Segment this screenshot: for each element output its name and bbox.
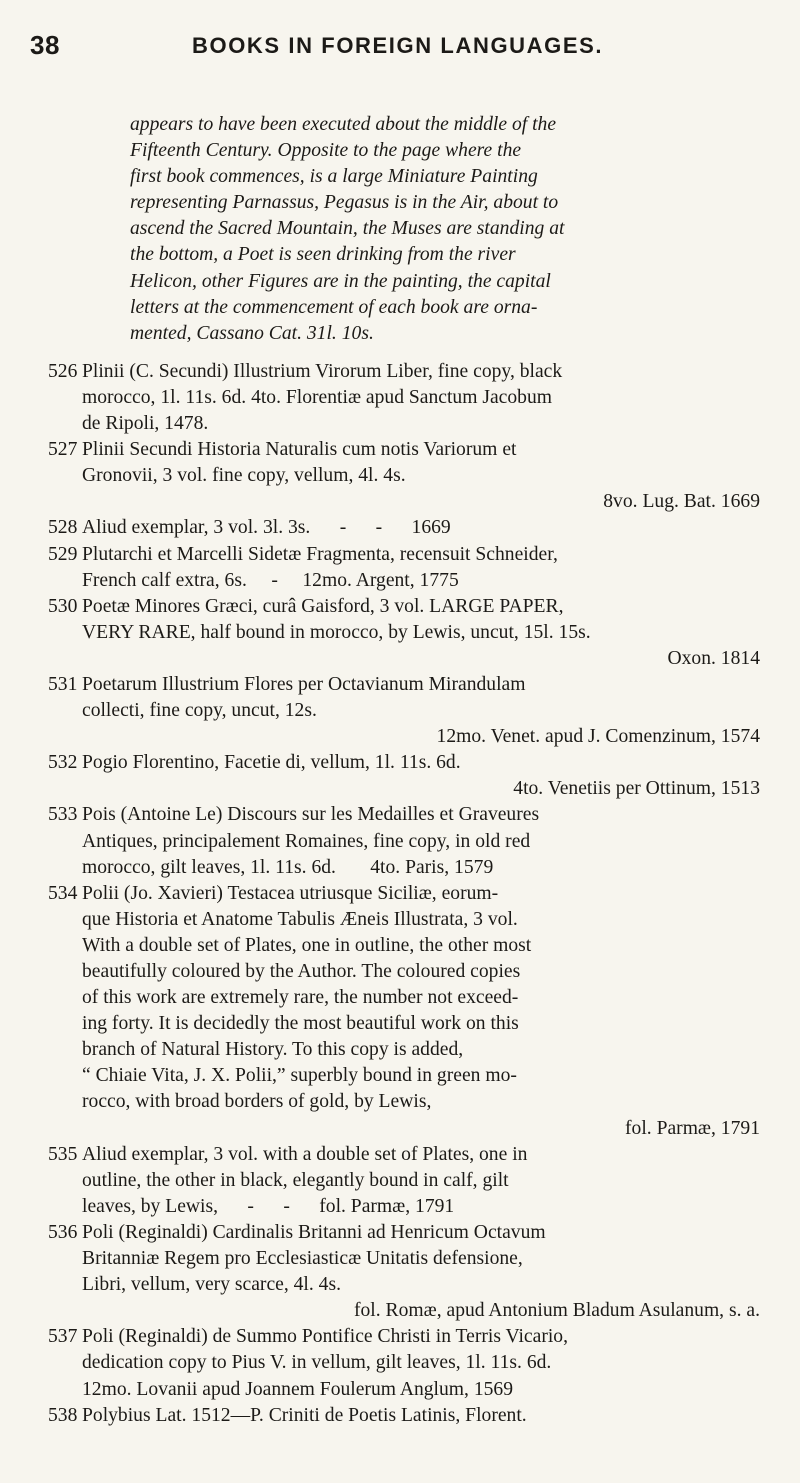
intro-line: Fifteenth Century. Opposite to the page where the bbox=[130, 140, 522, 162]
entry-line: Libri, vellum, very scarce, 4l. 4s. bbox=[82, 1274, 341, 1296]
entry-line: “ Chiaie Vita, J. X. Polii,” superbly bound in green mo- bbox=[82, 1065, 517, 1087]
entry-line: leaves, by Lewis, - - fol. Parmæ, 1791 bbox=[82, 1195, 455, 1217]
entry-line: Poetæ Minores Græci, curâ Gaisford, 3 vol. LARGE PAPER, bbox=[82, 595, 564, 617]
entry-line: Antiques, principalement Romaines, fine copy, in old red bbox=[82, 830, 531, 852]
entry-line: Poetarum Illustrium Flores per Octavianum Mirandulam bbox=[82, 673, 526, 695]
entry-line: Poli (Reginaldi) de Summo Pontifice Christi in Terris Vicario, bbox=[82, 1326, 568, 1348]
catalogue-body bbox=[48, 112, 764, 1429]
entry-line: outline, the other in black, elegantly bound in calf, gilt bbox=[82, 1169, 509, 1191]
entry-number: 532 bbox=[48, 752, 78, 774]
catalogue-entry bbox=[48, 1142, 764, 1220]
entry-line: Plinii Secundi Historia Naturalis cum notis Variorum et bbox=[82, 439, 517, 461]
entry-number: 531 bbox=[48, 673, 78, 695]
entry-number: 534 bbox=[48, 882, 78, 904]
entry-number: 527 bbox=[48, 439, 78, 461]
intro-line: Helicon, other Figures are in the painting, the capital bbox=[130, 270, 551, 292]
catalogue-entry bbox=[48, 672, 764, 750]
entry-imprint: 12mo. Venet. apud J. Comenzinum, 1574 bbox=[436, 726, 760, 748]
entry-number: 536 bbox=[48, 1221, 78, 1243]
catalogue-entry bbox=[48, 542, 764, 594]
entry-line: Pois (Antoine Le) Discours sur les Medailles et Graveures bbox=[82, 804, 540, 826]
entry-line: que Historia et Anatome Tabulis Æneis Illustrata, 3 vol. bbox=[82, 908, 518, 930]
catalogue-entry bbox=[48, 750, 764, 802]
entry-line: Polii (Jo. Xavieri) Testacea utriusque Siciliæ, eorum- bbox=[82, 882, 499, 904]
intro-line: mented, Cassano Cat. 31l. 10s. bbox=[130, 322, 374, 344]
intro-line: first book commences, is a large Miniature Painting bbox=[130, 166, 538, 188]
entry-imprint: Oxon. 1814 bbox=[667, 647, 760, 669]
entry-line: Aliud exemplar, 3 vol. 3l. 3s. - - 1669 bbox=[82, 517, 451, 539]
entry-line: dedication copy to Pius V. in vellum, gilt leaves, 1l. 11s. 6d. bbox=[82, 1352, 552, 1374]
catalogue-entry bbox=[48, 802, 764, 880]
entry-line: Gronovii, 3 vol. fine copy, vellum, 4l. 4s. bbox=[82, 465, 406, 487]
catalogue-entry bbox=[48, 1220, 764, 1324]
entry-line: With a double set of Plates, one in outline, the other most bbox=[82, 934, 532, 956]
entry-imprint: fol. Parmæ, 1791 bbox=[625, 1117, 760, 1139]
entry-line: de Ripoli, 1478. bbox=[82, 413, 209, 435]
intro-line: representing Parnassus, Pegasus is in the Air, about to bbox=[130, 192, 559, 214]
catalogue-entry bbox=[48, 515, 764, 541]
entry-number: 526 bbox=[48, 360, 78, 382]
entry-number: 537 bbox=[48, 1326, 78, 1348]
entry-line: beautifully coloured by the Author. The coloured copies bbox=[82, 961, 521, 982]
entry-line: ing forty. It is decidedly the most beautiful work on this bbox=[82, 1013, 519, 1035]
entry-line: Poli (Reginaldi) Cardinalis Britanni ad Henricum Octavum bbox=[82, 1221, 546, 1243]
intro-paragraph bbox=[48, 112, 764, 347]
entry-line: French calf extra, 6s. - 12mo. Argent, 1775 bbox=[82, 569, 459, 591]
entry-number: 538 bbox=[48, 1404, 78, 1426]
entry-imprint: 4to. Venetiis per Ottinum, 1513 bbox=[513, 778, 760, 800]
entry-line: branch of Natural History. To this copy is added, bbox=[82, 1039, 464, 1061]
catalogue-entry bbox=[48, 1403, 764, 1429]
catalogue-entry bbox=[48, 594, 764, 672]
entry-line: Polybius Lat. 1512—P. Criniti de Poetis Latinis, Florent. bbox=[82, 1404, 527, 1426]
intro-line: the bottom, a Poet is seen drinking from the river bbox=[130, 244, 516, 266]
page-header bbox=[30, 30, 680, 60]
catalogue-entry bbox=[48, 359, 764, 437]
entry-number: 533 bbox=[48, 804, 78, 826]
intro-line: appears to have been executed about the middle of the bbox=[130, 114, 557, 135]
entry-line: VERY RARE, half bound in morocco, by Lewis, uncut, 15l. 15s. bbox=[82, 621, 591, 643]
catalogue-entry bbox=[48, 1324, 764, 1402]
entry-line: morocco, 1l. 11s. 6d. 4to. Florentiæ apud Sanctum Jacobum bbox=[82, 386, 553, 408]
entry-line: Plinii (C. Secundi) Illustrium Virorum Liber, fine copy, black bbox=[82, 360, 563, 382]
entry-line: rocco, with broad borders of gold, by Lewis, bbox=[82, 1091, 432, 1113]
intro-line: ascend the Sacred Mountain, the Muses are standing at bbox=[130, 218, 565, 240]
entry-line: Aliud exemplar, 3 vol. with a double set of Plates, one in bbox=[82, 1143, 528, 1165]
entry-line: of this work are extremely rare, the number not exceed- bbox=[82, 987, 519, 1009]
entry-line: 12mo. Lovanii apud Joannem Foulerum Anglum, 1569 bbox=[82, 1378, 514, 1400]
intro-line: letters at the commencement of each book are orna- bbox=[130, 296, 538, 318]
entry-line: Britanniæ Regem pro Ecclesiasticæ Unitatis defensione, bbox=[82, 1248, 523, 1270]
entry-number: 528 bbox=[48, 517, 78, 539]
catalogue-entry bbox=[48, 881, 764, 1142]
entry-number: 529 bbox=[48, 543, 78, 565]
catalogue-entry bbox=[48, 437, 764, 515]
entry-line: Pogio Florentino, Facetie di, vellum, 1l. 11s. 6d. bbox=[82, 752, 461, 774]
entry-imprint: fol. Romæ, apud Antonium Bladum Asulanum, s. a. bbox=[353, 1300, 760, 1322]
entry-line: collecti, fine copy, uncut, 12s. bbox=[82, 700, 317, 722]
entry-number: 535 bbox=[48, 1143, 78, 1165]
entry-imprint: 8vo. Lug. Bat. 1669 bbox=[603, 491, 760, 513]
page-number: 38 bbox=[30, 30, 60, 60]
running-title: BOOKS IN FOREIGN LANGUAGES. bbox=[192, 33, 604, 58]
entry-line: Plutarchi et Marcelli Sidetæ Fragmenta, recensuit Schneider, bbox=[82, 543, 558, 565]
entry-line: morocco, gilt leaves, 1l. 11s. 6d. 4to. Paris, 1579 bbox=[82, 856, 494, 878]
entry-number: 530 bbox=[48, 595, 78, 617]
